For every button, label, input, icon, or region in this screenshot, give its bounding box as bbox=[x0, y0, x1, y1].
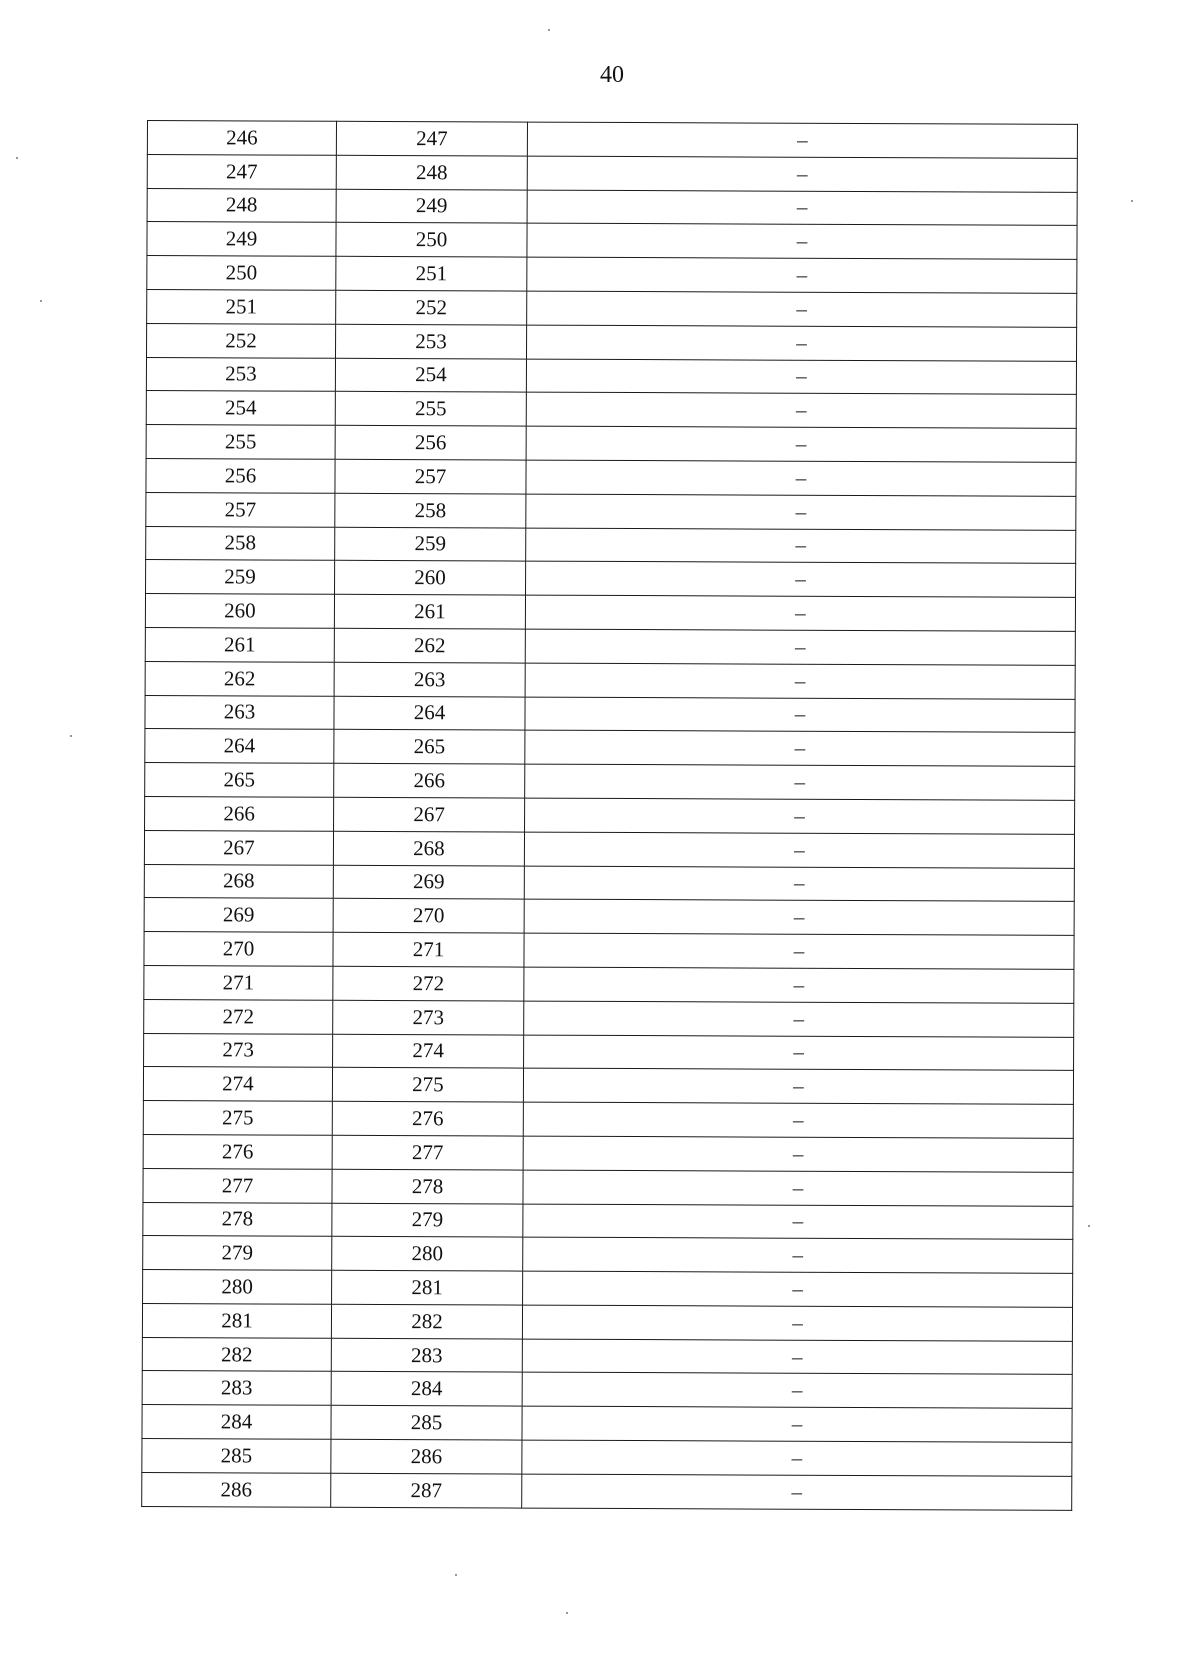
to-number-cell: 269 bbox=[333, 865, 524, 900]
dash-cell: – bbox=[523, 1170, 1073, 1206]
dash-cell: – bbox=[526, 359, 1076, 395]
dash-cell: – bbox=[524, 967, 1074, 1003]
dash-cell: – bbox=[526, 460, 1076, 496]
to-number-cell: 255 bbox=[335, 392, 526, 427]
dash-cell: – bbox=[523, 1102, 1073, 1138]
dash-cell: – bbox=[525, 629, 1075, 665]
from-number-cell: 277 bbox=[143, 1168, 332, 1203]
from-number-cell: 270 bbox=[144, 932, 333, 967]
table-row bbox=[143, 1202, 1073, 1240]
table-row bbox=[146, 526, 1076, 564]
from-number-cell: 280 bbox=[143, 1270, 332, 1305]
to-number-cell: 251 bbox=[336, 256, 527, 291]
table-row bbox=[144, 1033, 1074, 1071]
to-number-cell: 287 bbox=[331, 1473, 522, 1508]
dash-cell: – bbox=[526, 528, 1076, 564]
table-row bbox=[144, 898, 1074, 936]
from-number-cell: 276 bbox=[143, 1134, 332, 1169]
table-row bbox=[146, 492, 1076, 530]
from-number-cell: 279 bbox=[143, 1236, 332, 1271]
dash-cell: – bbox=[526, 426, 1076, 462]
to-number-cell: 272 bbox=[333, 966, 524, 1001]
table-row bbox=[144, 830, 1074, 868]
from-number-cell: 283 bbox=[142, 1371, 331, 1406]
table-row bbox=[144, 932, 1074, 970]
dash-cell: – bbox=[524, 899, 1074, 935]
to-number-cell: 258 bbox=[335, 493, 526, 528]
from-number-cell: 258 bbox=[146, 526, 335, 561]
to-number-cell: 274 bbox=[333, 1034, 524, 1069]
to-number-cell: 256 bbox=[335, 425, 526, 460]
table-row bbox=[147, 121, 1077, 159]
from-number-cell: 250 bbox=[147, 256, 336, 291]
table-body bbox=[142, 121, 1078, 1511]
to-number-cell: 285 bbox=[331, 1406, 522, 1441]
table-row bbox=[142, 1405, 1072, 1443]
to-number-cell: 253 bbox=[336, 324, 527, 359]
table-row bbox=[145, 627, 1075, 665]
to-number-cell: 262 bbox=[334, 628, 525, 663]
from-number-cell: 252 bbox=[147, 323, 336, 358]
dash-cell: – bbox=[522, 1406, 1072, 1442]
dash-cell: – bbox=[525, 798, 1075, 834]
to-number-cell: 266 bbox=[334, 763, 525, 798]
to-number-cell: 250 bbox=[336, 223, 527, 258]
from-number-cell: 269 bbox=[144, 898, 333, 933]
to-number-cell: 275 bbox=[332, 1068, 523, 1103]
table-row bbox=[143, 1236, 1073, 1274]
to-number-cell: 252 bbox=[336, 290, 527, 325]
dash-cell: – bbox=[526, 494, 1076, 530]
from-number-cell: 285 bbox=[142, 1439, 331, 1474]
table-row bbox=[147, 222, 1077, 260]
to-number-cell: 260 bbox=[335, 561, 526, 596]
table-row bbox=[142, 1439, 1072, 1477]
from-number-cell: 246 bbox=[147, 121, 336, 156]
scan-speck bbox=[40, 300, 42, 302]
to-number-cell: 261 bbox=[334, 594, 525, 629]
from-number-cell: 286 bbox=[142, 1472, 331, 1507]
table-row bbox=[146, 560, 1076, 598]
dash-cell: – bbox=[525, 663, 1075, 699]
from-number-cell: 275 bbox=[143, 1101, 332, 1136]
table-row bbox=[142, 1472, 1072, 1510]
dash-cell: – bbox=[523, 1204, 1073, 1240]
dash-cell: – bbox=[527, 156, 1077, 192]
dash-cell: – bbox=[527, 291, 1077, 327]
table-row bbox=[145, 661, 1075, 699]
table-row bbox=[143, 1134, 1073, 1172]
to-number-cell: 247 bbox=[336, 121, 527, 156]
from-number-cell: 260 bbox=[145, 594, 334, 629]
from-number-cell: 247 bbox=[147, 154, 336, 189]
from-number-cell: 281 bbox=[142, 1303, 331, 1338]
table-row bbox=[143, 1101, 1073, 1139]
table-row bbox=[147, 289, 1077, 327]
dash-cell: – bbox=[524, 933, 1074, 969]
to-number-cell: 257 bbox=[335, 459, 526, 494]
dash-cell: – bbox=[524, 1001, 1074, 1037]
to-number-cell: 263 bbox=[334, 662, 525, 697]
scan-speck bbox=[566, 1612, 568, 1614]
dash-cell: – bbox=[523, 1271, 1073, 1307]
from-number-cell: 257 bbox=[146, 492, 335, 527]
from-number-cell: 265 bbox=[145, 763, 334, 798]
dash-cell: – bbox=[526, 392, 1076, 428]
table-row bbox=[144, 965, 1074, 1003]
scan-speck bbox=[548, 29, 550, 31]
table-row bbox=[144, 999, 1074, 1037]
dash-cell: – bbox=[524, 832, 1074, 868]
table-row bbox=[146, 425, 1076, 463]
table-row bbox=[145, 796, 1075, 834]
table-row bbox=[143, 1270, 1073, 1308]
table-row bbox=[145, 695, 1075, 733]
dash-cell: – bbox=[527, 190, 1077, 226]
dash-cell: – bbox=[527, 257, 1077, 293]
table-row bbox=[147, 323, 1077, 361]
from-number-cell: 248 bbox=[147, 188, 336, 223]
dash-cell: – bbox=[525, 697, 1075, 733]
scan-speck bbox=[16, 157, 18, 159]
to-number-cell: 279 bbox=[332, 1203, 523, 1238]
dash-cell: – bbox=[523, 1068, 1073, 1104]
table-row bbox=[145, 594, 1075, 632]
from-number-cell: 253 bbox=[146, 357, 335, 392]
from-number-cell: 254 bbox=[146, 391, 335, 426]
to-number-cell: 254 bbox=[335, 358, 526, 393]
from-number-cell: 261 bbox=[145, 627, 334, 662]
to-number-cell: 249 bbox=[336, 189, 527, 224]
table-row bbox=[145, 729, 1075, 767]
table-row bbox=[142, 1371, 1072, 1409]
from-number-cell: 256 bbox=[146, 458, 335, 493]
table-row bbox=[145, 763, 1075, 801]
dash-cell: – bbox=[522, 1305, 1072, 1341]
table-container bbox=[141, 120, 1077, 1511]
dash-cell: – bbox=[524, 1035, 1074, 1071]
from-number-cell: 249 bbox=[147, 222, 336, 257]
dash-cell: – bbox=[526, 561, 1076, 597]
to-number-cell: 278 bbox=[332, 1169, 523, 1204]
dash-cell: – bbox=[527, 325, 1077, 361]
to-number-cell: 283 bbox=[331, 1338, 522, 1373]
table-row bbox=[147, 188, 1077, 226]
from-number-cell: 264 bbox=[145, 729, 334, 764]
from-number-cell: 271 bbox=[144, 965, 333, 1000]
from-number-cell: 278 bbox=[143, 1202, 332, 1237]
from-number-cell: 273 bbox=[144, 1033, 333, 1068]
to-number-cell: 267 bbox=[334, 797, 525, 832]
to-number-cell: 270 bbox=[333, 899, 524, 934]
dash-cell: – bbox=[525, 764, 1075, 800]
dash-cell: – bbox=[522, 1373, 1072, 1409]
to-number-cell: 268 bbox=[333, 831, 524, 866]
table-row bbox=[146, 391, 1076, 429]
table-row bbox=[143, 1067, 1073, 1105]
to-number-cell: 281 bbox=[332, 1270, 523, 1305]
to-number-cell: 276 bbox=[332, 1101, 523, 1136]
to-number-cell: 284 bbox=[331, 1372, 522, 1407]
from-number-cell: 284 bbox=[142, 1405, 331, 1440]
dash-cell: – bbox=[525, 595, 1075, 631]
dash-cell: – bbox=[525, 730, 1075, 766]
from-number-cell: 267 bbox=[144, 830, 333, 865]
scan-speck bbox=[70, 735, 72, 737]
from-number-cell: 268 bbox=[144, 864, 333, 899]
table-row bbox=[142, 1303, 1072, 1341]
from-number-cell: 259 bbox=[146, 560, 335, 595]
dash-cell: – bbox=[524, 866, 1074, 902]
to-number-cell: 273 bbox=[333, 1000, 524, 1035]
scan-speck bbox=[455, 1574, 457, 1576]
from-number-cell: 282 bbox=[142, 1337, 331, 1372]
from-number-cell: 274 bbox=[143, 1067, 332, 1102]
dash-cell: – bbox=[522, 1440, 1072, 1476]
page-number: 40 bbox=[600, 62, 624, 88]
table-row bbox=[142, 1337, 1072, 1375]
table-row bbox=[147, 256, 1077, 294]
from-number-cell: 262 bbox=[145, 661, 334, 696]
dash-cell: – bbox=[522, 1474, 1072, 1510]
to-number-cell: 271 bbox=[333, 932, 524, 967]
dash-cell: – bbox=[523, 1136, 1073, 1172]
to-number-cell: 248 bbox=[336, 155, 527, 190]
to-number-cell: 264 bbox=[334, 696, 525, 731]
dash-cell: – bbox=[527, 122, 1077, 158]
data-table bbox=[141, 120, 1078, 1511]
to-number-cell: 265 bbox=[334, 730, 525, 765]
from-number-cell: 255 bbox=[146, 425, 335, 460]
to-number-cell: 277 bbox=[332, 1135, 523, 1170]
from-number-cell: 266 bbox=[145, 796, 334, 831]
from-number-cell: 251 bbox=[147, 289, 336, 324]
table-row bbox=[144, 864, 1074, 902]
dash-cell: – bbox=[522, 1339, 1072, 1375]
to-number-cell: 286 bbox=[331, 1439, 522, 1474]
table-row bbox=[147, 154, 1077, 192]
table-row bbox=[146, 458, 1076, 496]
scan-speck bbox=[1131, 200, 1133, 202]
to-number-cell: 282 bbox=[331, 1304, 522, 1339]
to-number-cell: 280 bbox=[332, 1237, 523, 1272]
to-number-cell: 259 bbox=[335, 527, 526, 562]
table-row bbox=[146, 357, 1076, 395]
table-row bbox=[143, 1168, 1073, 1206]
scan-speck bbox=[1088, 1225, 1090, 1227]
from-number-cell: 263 bbox=[145, 695, 334, 730]
dash-cell: – bbox=[527, 223, 1077, 259]
from-number-cell: 272 bbox=[144, 999, 333, 1034]
dash-cell: – bbox=[523, 1237, 1073, 1273]
